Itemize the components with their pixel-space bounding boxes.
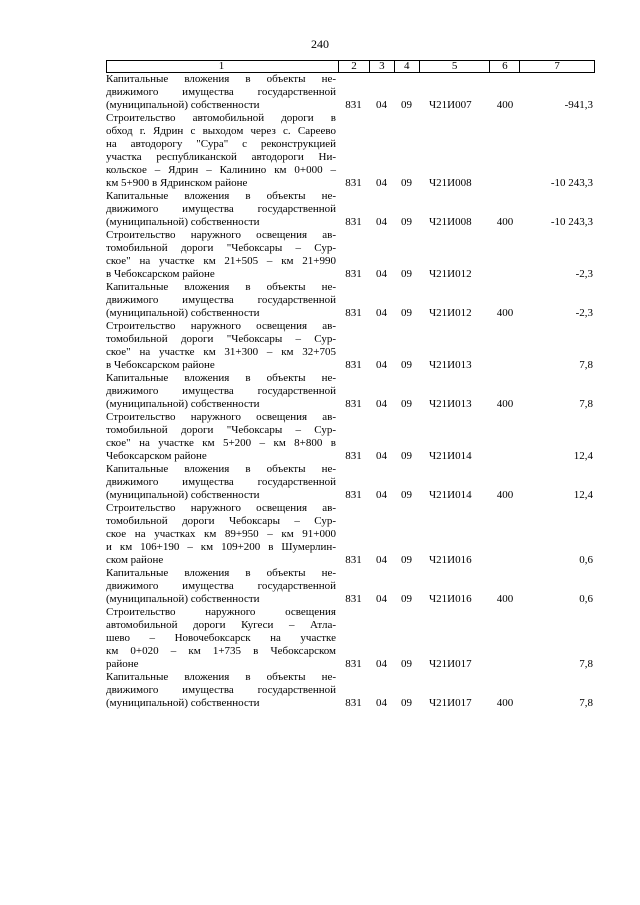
row-c5: Ч21И016 (429, 593, 472, 605)
row-c2: 831 (345, 489, 362, 501)
row-c4: 09 (401, 593, 412, 605)
row-c7: -941,3 (564, 99, 593, 111)
description-line: Капитальные вложения в объекты не- (106, 671, 336, 683)
description-line: Строительство наружного освещения ав- (106, 229, 336, 241)
description-line: и км 106+190 – км 109+200 в Шумерлин- (106, 541, 336, 553)
description-line: автомобильной дороги Кугеси – Атла- (106, 619, 336, 631)
description-line: Капитальные вложения в объекты не- (106, 73, 336, 85)
row-c5: Ч21И017 (429, 658, 472, 670)
row-c2: 831 (345, 450, 362, 462)
header-col-3: 3 (369, 61, 394, 72)
row-c3: 04 (376, 697, 387, 709)
row-c3: 04 (376, 554, 387, 566)
row-c2: 831 (345, 359, 362, 371)
row-c2: 831 (345, 554, 362, 566)
row-c5: Ч21И007 (429, 99, 472, 111)
row-c4: 09 (401, 99, 412, 111)
row-c4: 09 (401, 307, 412, 319)
description-line: (муниципальной) собственности (106, 307, 260, 319)
description-line: движимого имущества государственной (106, 385, 336, 397)
row-c5: Ч21И014 (429, 450, 472, 462)
table-row (106, 190, 595, 229)
row-c7: 7,8 (579, 697, 593, 709)
row-c3: 04 (376, 99, 387, 111)
row-c2: 831 (345, 216, 362, 228)
row-description (106, 112, 338, 190)
description-line: Строительство наружного освещения ав- (106, 502, 336, 514)
table-row (106, 502, 595, 567)
row-c3: 04 (376, 307, 387, 319)
description-line: (муниципальной) собственности (106, 489, 260, 501)
row-description (106, 671, 338, 710)
row-c5: Ч21И014 (429, 489, 472, 501)
description-line: томобильной дороги "Чебоксары – Сур- (106, 424, 336, 436)
header-col-6: 6 (489, 61, 519, 72)
row-c3: 04 (376, 268, 387, 280)
description-line: на автодорогу "Сура" с реконструкцией (106, 138, 336, 150)
table-row (106, 671, 595, 710)
description-line: (муниципальной) собственности (106, 697, 260, 709)
row-c3: 04 (376, 593, 387, 605)
row-c7: -10 243,3 (550, 177, 593, 189)
row-c2: 831 (345, 697, 362, 709)
row-c2: 831 (345, 658, 362, 670)
description-line: Строительство наружного освещения ав- (106, 320, 336, 332)
row-c6: 400 (496, 593, 514, 605)
row-c3: 04 (376, 658, 387, 670)
description-line: ское" на участке км 5+200 – км 8+800 в (106, 437, 336, 449)
row-c7: 12,4 (573, 489, 593, 501)
table-row (106, 112, 595, 190)
description-line: движимого имущества государственной (106, 294, 336, 306)
table-row (106, 372, 595, 411)
description-line: Капитальные вложения в объекты не- (106, 567, 336, 579)
row-c4: 09 (401, 216, 412, 228)
row-c7: 7,8 (579, 658, 593, 670)
row-c3: 04 (376, 398, 387, 410)
description-line: движимого имущества государственной (106, 684, 336, 696)
budget-table (106, 60, 595, 710)
row-c6: 400 (496, 489, 514, 501)
table-row (106, 73, 595, 112)
row-c4: 09 (401, 450, 412, 462)
description-line: (муниципальной) собственности (106, 398, 260, 410)
row-description (106, 502, 338, 567)
header-col-5: 5 (419, 61, 490, 72)
row-description (106, 281, 338, 320)
row-description (106, 73, 338, 112)
table-row (106, 606, 595, 671)
row-description (106, 190, 338, 229)
row-description (106, 463, 338, 502)
row-c4: 09 (401, 697, 412, 709)
description-line: Строительство наружного освещения ав- (106, 411, 336, 423)
row-c4: 09 (401, 554, 412, 566)
description-line: ском районе (106, 554, 164, 566)
description-line: в Чебоксарском районе (106, 359, 215, 371)
table-row (106, 320, 595, 372)
description-line: (муниципальной) собственности (106, 216, 260, 228)
table-row (106, 463, 595, 502)
description-line: томобильной дороги "Чебоксары – Сур- (106, 242, 336, 254)
description-line: ское" на участке км 31+300 – км 32+705 (106, 346, 336, 358)
row-c4: 09 (401, 268, 412, 280)
description-line: Капитальные вложения в объекты не- (106, 281, 336, 293)
description-line: Строительство автомобильной дороги в (106, 112, 336, 124)
row-description (106, 320, 338, 372)
description-line: ское на участках км 89+950 – км 91+000 (106, 528, 336, 540)
row-description (106, 567, 338, 606)
description-line: томобильной дороги Чебоксары – Сур- (106, 515, 336, 527)
description-line: Капитальные вложения в объекты не- (106, 190, 336, 202)
row-c5: Ч21И016 (429, 554, 472, 566)
header-col-7: 7 (519, 61, 594, 72)
row-c2: 831 (345, 307, 362, 319)
description-line: шево – Новочебоксарск на участке (106, 632, 336, 644)
header-col-2: 2 (338, 61, 369, 72)
description-line: (муниципальной) собственности (106, 593, 260, 605)
row-c3: 04 (376, 216, 387, 228)
row-c5: Ч21И012 (429, 307, 472, 319)
row-c4: 09 (401, 359, 412, 371)
table-header (106, 60, 595, 73)
row-c2: 831 (345, 398, 362, 410)
description-line: районе (106, 658, 139, 670)
row-c6: 400 (496, 307, 514, 319)
row-c2: 831 (345, 177, 362, 189)
row-c5: Ч21И017 (429, 697, 472, 709)
row-description (106, 606, 338, 671)
table-row (106, 411, 595, 463)
row-description (106, 372, 338, 411)
row-description (106, 229, 338, 281)
table-row (106, 281, 595, 320)
row-c3: 04 (376, 489, 387, 501)
description-line: Капитальные вложения в объекты не- (106, 372, 336, 384)
description-line: Капитальные вложения в объекты не- (106, 463, 336, 475)
description-line: обход г. Ядрин с выходом через с. Сареево (106, 125, 336, 137)
row-c2: 831 (345, 268, 362, 280)
row-c4: 09 (401, 658, 412, 670)
description-line: движимого имущества государственной (106, 580, 336, 592)
row-c7: 7,8 (579, 359, 593, 371)
row-c7: -2,3 (575, 268, 593, 280)
row-c3: 04 (376, 450, 387, 462)
row-c6: 400 (496, 99, 514, 111)
description-line: Строительство наружного освещения (106, 606, 336, 618)
row-c2: 831 (345, 593, 362, 605)
description-line: движимого имущества государственной (106, 86, 336, 98)
description-line: км 5+900 в Ядринском районе (106, 177, 248, 189)
row-c7: 0,6 (579, 593, 593, 605)
description-line: км 0+020 – км 1+735 в Чебоксарском (106, 645, 336, 657)
row-c6: 400 (496, 398, 514, 410)
row-c7: 12,4 (573, 450, 593, 462)
row-description (106, 411, 338, 463)
row-c4: 09 (401, 177, 412, 189)
row-c7: 0,6 (579, 554, 593, 566)
description-line: Чебоксарском районе (106, 450, 207, 462)
row-c3: 04 (376, 359, 387, 371)
row-c5: Ч21И012 (429, 268, 472, 280)
header-col-4: 4 (394, 61, 419, 72)
header-col-1: 1 (218, 60, 225, 72)
description-line: движимого имущества государственной (106, 203, 336, 215)
page-number: 240 (311, 37, 329, 51)
description-line: (муниципальной) собственности (106, 99, 260, 111)
row-c5: Ч21И013 (429, 398, 472, 410)
row-c4: 09 (401, 489, 412, 501)
table-row (106, 229, 595, 281)
row-c7: 7,8 (579, 398, 593, 410)
description-line: ское" на участке км 21+505 – км 21+990 (106, 255, 336, 267)
row-c6: 400 (496, 697, 514, 709)
row-c7: -2,3 (575, 307, 593, 319)
row-c5: Ч21И008 (429, 216, 472, 228)
row-c4: 09 (401, 398, 412, 410)
row-c5: Ч21И008 (429, 177, 472, 189)
description-line: участка республиканской автодороги Ни- (106, 151, 336, 163)
description-line: в Чебоксарском районе (106, 268, 215, 280)
table-body (106, 73, 595, 710)
row-c5: Ч21И013 (429, 359, 472, 371)
row-c3: 04 (376, 177, 387, 189)
row-c7: -10 243,3 (550, 216, 593, 228)
table-row (106, 567, 595, 606)
row-c2: 831 (345, 99, 362, 111)
row-c6: 400 (496, 216, 514, 228)
description-line: кольское – Ядрин – Калинино км 0+000 – (106, 164, 336, 176)
description-line: движимого имущества государственной (106, 476, 336, 488)
description-line: томобильной дороги "Чебоксары – Сур- (106, 333, 336, 345)
